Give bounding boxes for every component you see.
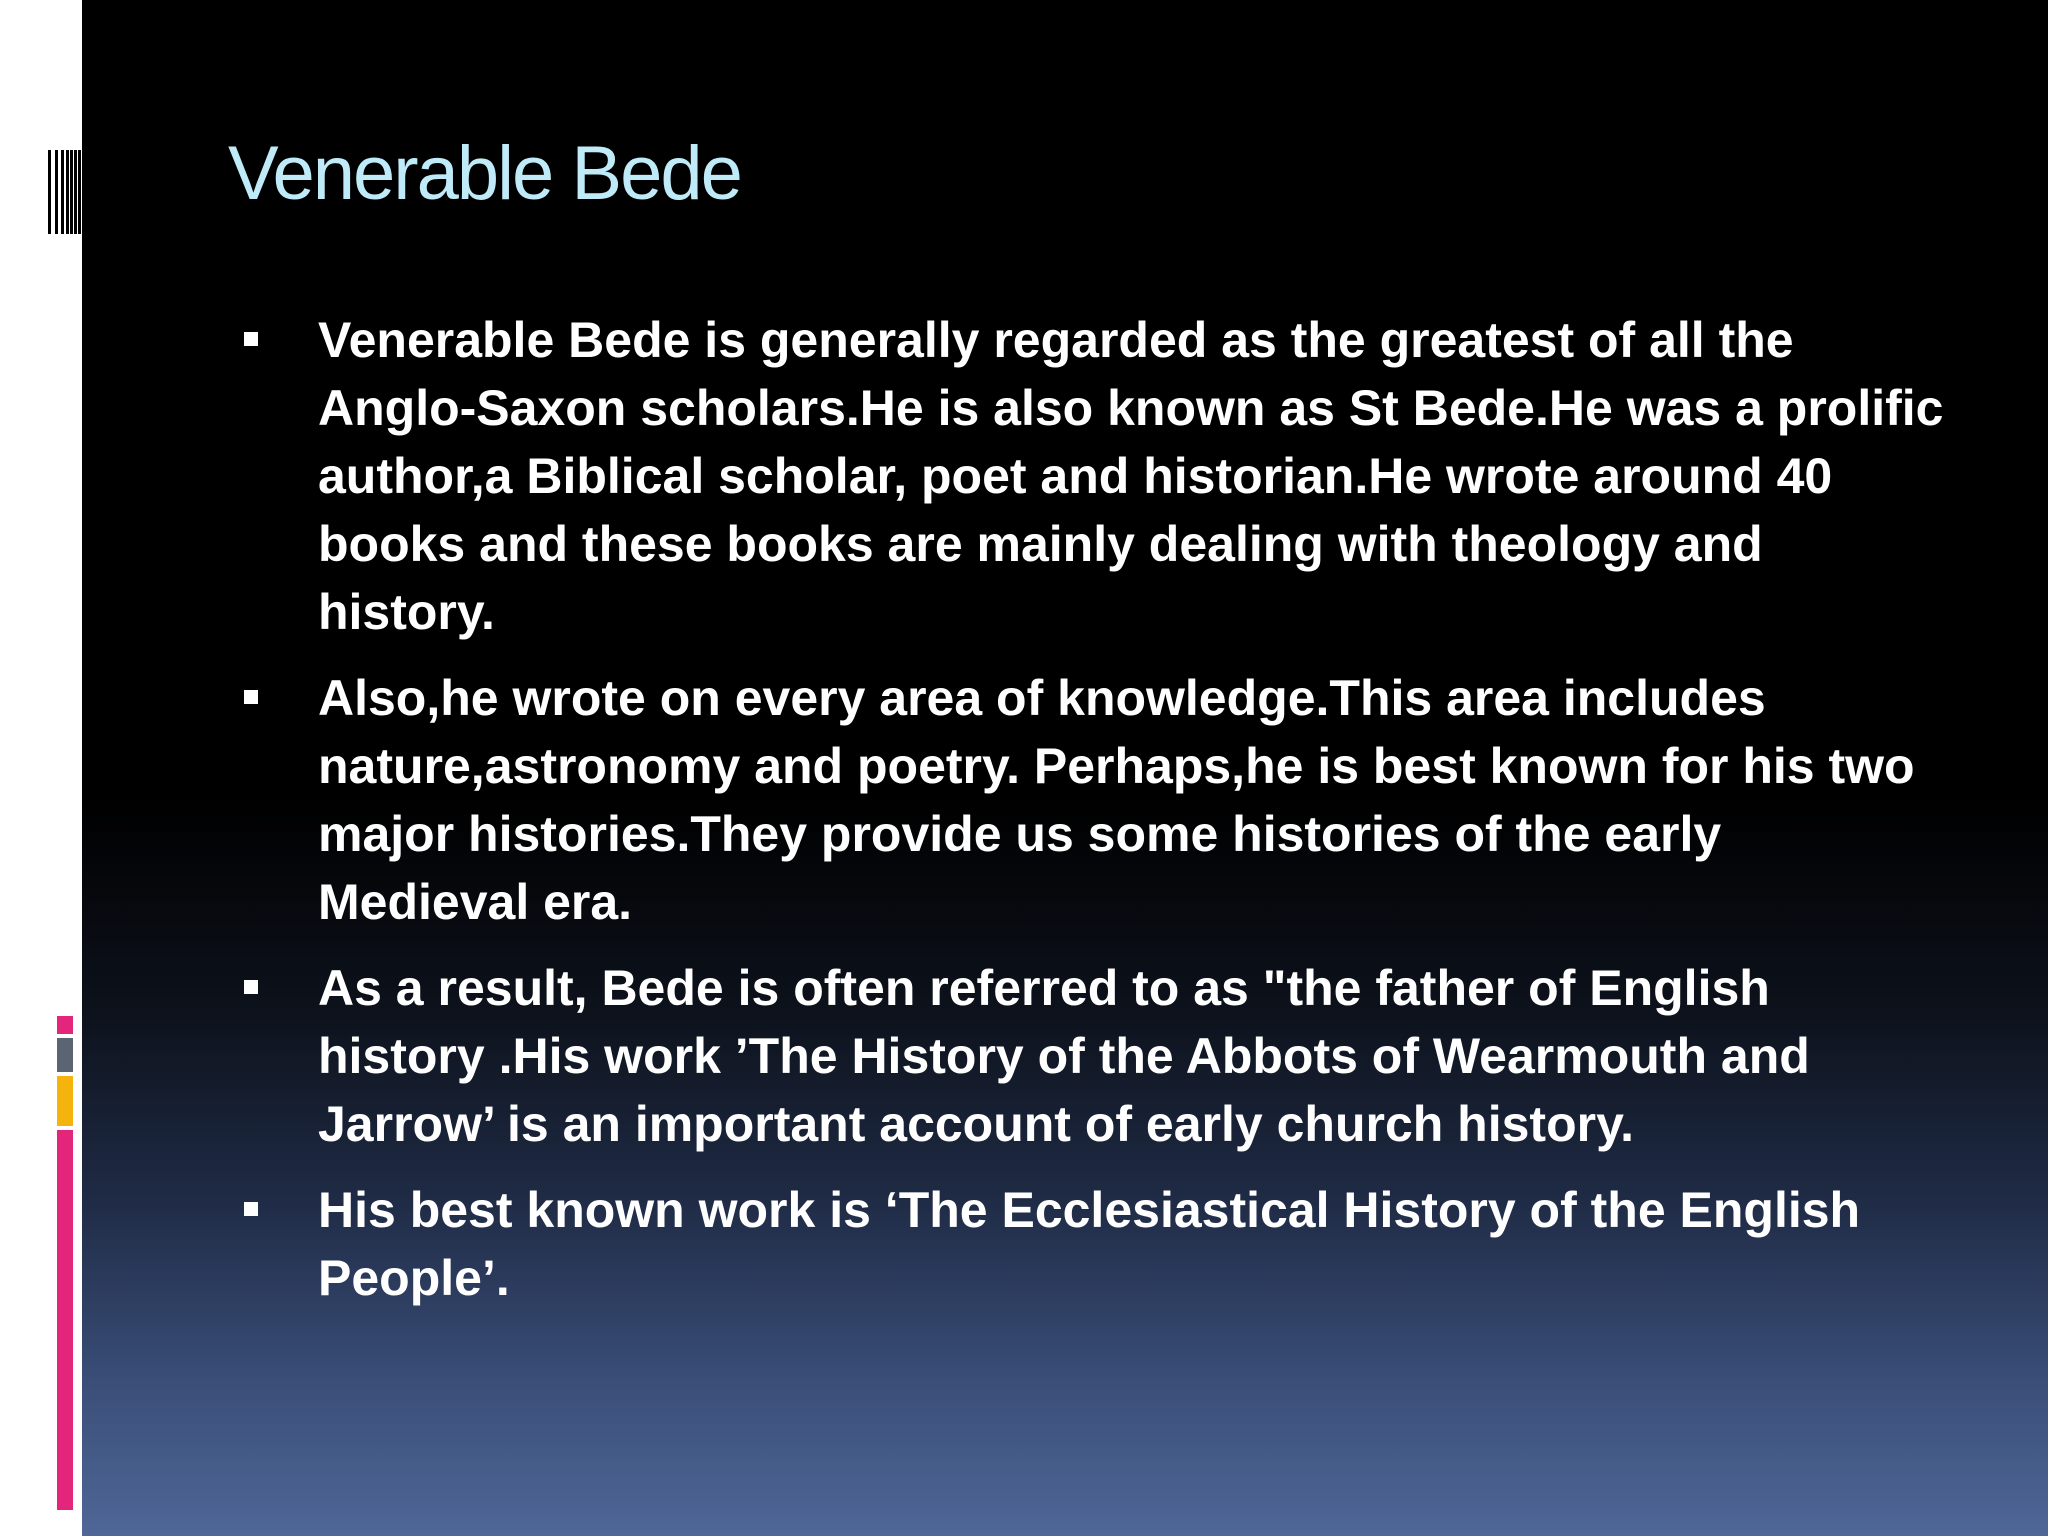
bullet-list — [244, 306, 1944, 1330]
slide-title: Venerable Bede — [228, 131, 741, 216]
bullet-text: As a result, Bede is often referred to as "the father of English history .His work ’The History of the Abbots of Wearmouth and Jarrow’ is an important account of early church history. — [318, 960, 1810, 1152]
bullet-text: Venerable Bede is generally regarded as the greatest of all the Anglo-Saxon scholars.He is also known as St Bede.He was a prolific author,a Biblical scholar, poet and historian.He wrote around 40 books and these books are mainly dealing with theology and history. — [318, 312, 1944, 640]
accent-bar-pink-bottom — [57, 1130, 73, 1510]
bullet-item — [244, 1176, 1944, 1312]
square-bullet-icon — [244, 1202, 258, 1216]
bullet-item — [244, 954, 1944, 1158]
square-bullet-icon — [244, 690, 258, 704]
bullet-item — [244, 664, 1944, 936]
bullet-text: His best known work is ‘The Ecclesiastical History of the English People’. — [318, 1182, 1861, 1306]
square-bullet-icon — [244, 332, 258, 346]
bullet-text: Also,he wrote on every area of knowledge.This area includes nature,astronomy and poetry. Perhaps,he is best known for his two major histories.They provide us some histories of the early Medieval era. — [318, 670, 1915, 930]
bullet-item — [244, 306, 1944, 646]
accent-bar-pink-top — [57, 1016, 73, 1034]
accent-bar-gray — [57, 1038, 73, 1072]
square-bullet-icon — [244, 980, 258, 994]
accent-bar-yellow — [57, 1076, 73, 1126]
decorative-stripes — [48, 150, 82, 234]
